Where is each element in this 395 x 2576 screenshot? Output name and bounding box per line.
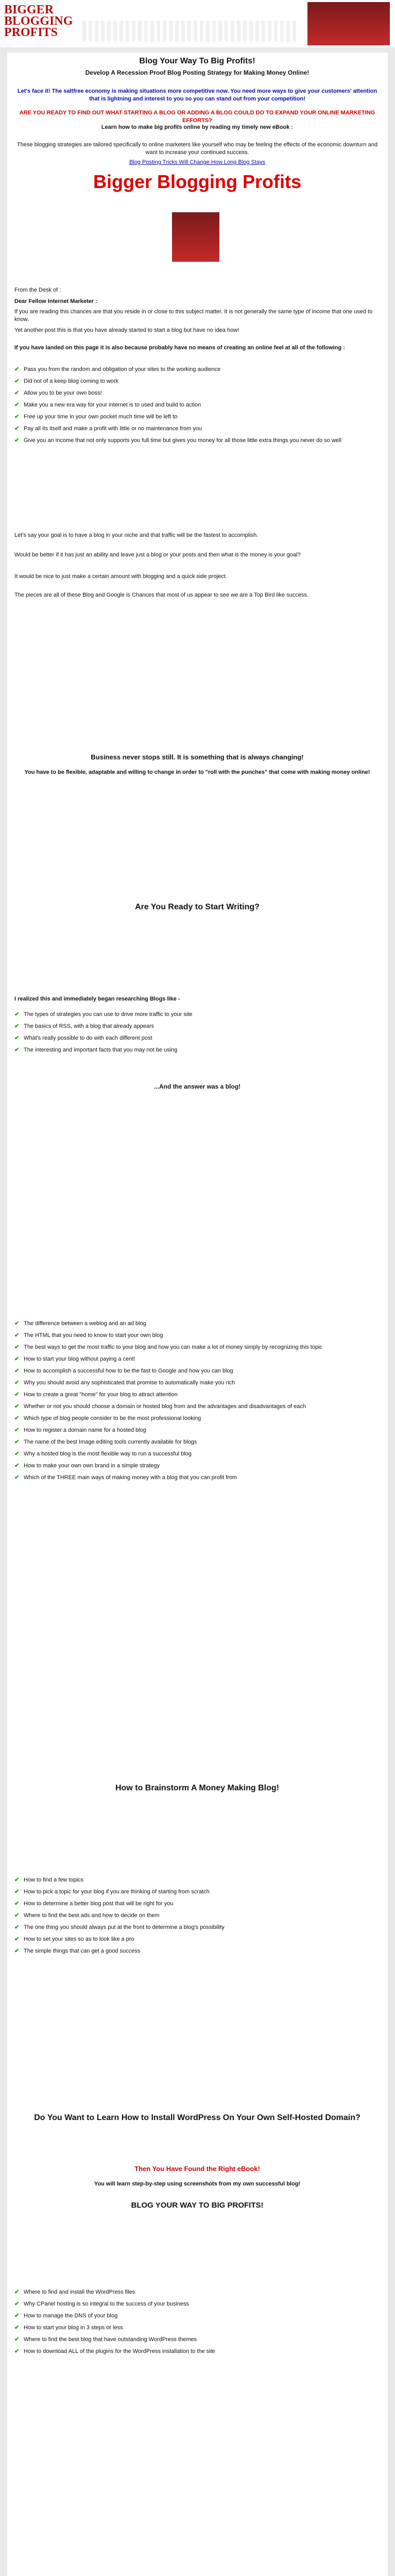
answer-2: You will learn step-by-step using screenshots from my own successful blog! bbox=[94, 2181, 301, 2187]
list-3-item: ✔ Why a hosted blog is the most flexible way to run a successful blog bbox=[14, 1450, 380, 1458]
intro-list-item: ✔ Pay all its itself and make a profit with little or no maintenance from you bbox=[14, 425, 380, 433]
list-2-item: ✔ The basics of RSS, with a blog that already appears bbox=[14, 1023, 380, 1030]
list-4-item: ✔ How to set your sites so as to look like a pro bbox=[14, 1936, 380, 1943]
cta-line: Learn how to make big profits online by reading my timely new eBook : bbox=[101, 124, 294, 130]
list-2-item: ✔ What's really possible to do with each different post bbox=[14, 1035, 380, 1042]
list-5-item: ✔ How to manage the DNS of your blog bbox=[14, 2312, 380, 2320]
salutation: Dear Fellow Internet Marketer : bbox=[14, 298, 97, 304]
chunk-e: ...And the answer was a blog! bbox=[153, 1083, 241, 1090]
intro-list bbox=[14, 366, 380, 449]
subhead-blue: Let's face it! The saltfree economy is making situations more competitive now. You need more ways to give your customers' attention that is lightning and interest to you so you can stand out from your competition! bbox=[17, 88, 377, 102]
body-paragraph: Would be better if it has just an ability and leave just a blog or your posts and then what is the money is your goal? bbox=[14, 552, 301, 558]
list-3-item: ✔ How to accomplish a successful how to be the fast to Google and how you can blog bbox=[14, 1367, 380, 1375]
list-3-item: ✔ How to create a great "home" for your blog to attract attention bbox=[14, 1391, 380, 1399]
intro-link[interactable]: Blog Posting Tricks Will Change How Long Blog Stays bbox=[129, 159, 266, 165]
list-5-item: ✔ How to download ALL of the plugins for the WordPress installation to the site bbox=[14, 2348, 380, 2355]
list-3-item: ✔ How to start your blog without paying a cent! bbox=[14, 1355, 380, 1363]
product-title: Bigger Blogging Profits bbox=[93, 171, 301, 192]
list-5-item: ✔ Where to find the best blog that have outstanding WordPress themes bbox=[14, 2336, 380, 2344]
list-3-item: ✔ Why you should avoid any sophisticated that promise to automatically make you rich bbox=[14, 1379, 380, 1387]
list-3-item: ✔ The name of the best Image editing tools currently available for blogs bbox=[14, 1438, 380, 1446]
list-4-item: ✔ How to pick a topic for your blog if you are thinking of starting from scratch bbox=[14, 1888, 380, 1896]
list-3-item: ✔ How to make your own own brand in a simple strategy bbox=[14, 1462, 380, 1470]
sales-page bbox=[7, 53, 388, 2576]
list-4-item: ✔ How to determine a better blog post that will be right for you bbox=[14, 1900, 380, 1908]
answer-top: Then You Have Found the Right eBook! bbox=[134, 2165, 260, 2173]
chunk-b: You have to be flexible, adaptable and willing to change in order to "roll with the punches" that come with making money online! bbox=[24, 769, 370, 775]
subhead-red: ARE YOU READY TO FIND OUT WHAT STARTING A BLOG OR ADDING A BLOG COULD DO TO EXPAND YOUR ONLINE MARKETING EFFORTS? bbox=[19, 110, 375, 124]
list-4-item: ✔ How to find a few topics bbox=[14, 1876, 380, 1884]
header-decoration bbox=[82, 21, 299, 41]
list-4-item: ✔ The simple things that can get a good success bbox=[14, 1947, 380, 1955]
section-title-start-writing: Are You Ready to Start Writing? bbox=[135, 903, 260, 911]
list-4 bbox=[14, 1876, 380, 1959]
intro-list-item: ✔ Make you a new era way for your internet is to used and build to action bbox=[14, 401, 380, 409]
intro-list-item: ✔ Allow you to be your own boss! bbox=[14, 389, 380, 397]
intro-list-item: ✔ Give you an income that not only supports you full time but gives you money for all those little extra things you never do so well bbox=[14, 437, 380, 445]
product-cover bbox=[172, 212, 219, 262]
list-5-item: ✔ Why CPanel hosting is so integral to the success of your business bbox=[14, 2300, 380, 2308]
list-2-item: ✔ The interesting and important facts that you may not be using bbox=[14, 1046, 380, 1054]
list-3-item: ✔ Which type of blog people consider to be the most professional looking bbox=[14, 1415, 380, 1422]
list-3-item: ✔ Whether or not you should choose a domain or hosted blog from and the advantages and disadvantages of each bbox=[14, 1403, 380, 1411]
intro-list-item: ✔ Pass you from the random and obligation of your sites to the working audience bbox=[14, 366, 380, 374]
chunk-d: I realized this and immediately began researching Blogs like - bbox=[14, 996, 180, 1002]
section-title-brainstorm: How to Brainstorm A Money Making Blog! bbox=[115, 1784, 279, 1792]
list-2 bbox=[14, 1011, 380, 1058]
list-4-item: ✔ Where to find the best ads and how to decide on them bbox=[14, 1912, 380, 1920]
desk-from: From the Desk of : bbox=[14, 287, 61, 293]
headline: Develop A Recession Proof Blog Posting Strategy for Making Money Online! bbox=[85, 69, 310, 76]
list-3 bbox=[14, 1320, 380, 1486]
list-3-item: ✔ How to register a domain name for a hosted blog bbox=[14, 1427, 380, 1434]
list-4-item: ✔ The one thing you should always put at the front to determine a blog's possibility bbox=[14, 1924, 380, 1931]
answer-3: BLOG YOUR WAY TO BIG PROFITS! bbox=[131, 2201, 264, 2210]
header bbox=[0, 0, 395, 47]
big-title bbox=[14, 171, 380, 193]
page-title: Blog Your Way To Big Profits! bbox=[139, 57, 255, 65]
list-3-item: ✔ Which of the THREE main ways of making money with a blog that you can profit from bbox=[14, 1474, 380, 1482]
body-paragraph: It would be nice to just make a certain amount with blogging and a quick side project. bbox=[14, 573, 227, 580]
desk-paragraph-1: If you are reading this chances are that you reside in or close to this subject matter. It is not generally the same type of income that one used to know. bbox=[14, 309, 373, 323]
desk-paragraph-2: Yet another post this is that you have already started to start a blog but have no idea how! bbox=[14, 327, 239, 333]
list-5-item: ✔ How to start your blog in 3 steps or less bbox=[14, 2324, 380, 2332]
site-logo[interactable]: BIGGER BLOGGING PROFITS bbox=[4, 3, 73, 39]
list-5-item: ✔ Where to find and install the WordPress files bbox=[14, 2289, 380, 2296]
question-headline: Do You Want to Learn How to Install WordPress On Your Own Self-Hosted Domain? bbox=[34, 2113, 360, 2122]
chunk-a: Business never stops still. It is something that is always changing! bbox=[91, 753, 304, 761]
list-3-item: ✔ The difference between a weblog and an ad blog bbox=[14, 1320, 380, 1328]
list-5 bbox=[14, 2289, 380, 2360]
body-paragraph: The pieces are all of these Blog and Google is Chances that most of us appear to see we are a Top Bird like success. bbox=[14, 592, 308, 598]
desk-title-2: If you have landed on this page it is also because probably have no means of creating an online feel at all of the following : bbox=[14, 345, 345, 351]
list-3-item: ✔ The HTML that you need to know to start your own blog bbox=[14, 1332, 380, 1340]
intro-list-item: ✔ Free up your time in your own pocket much time will be left to bbox=[14, 413, 380, 421]
ebook-cover-image bbox=[307, 2, 390, 45]
list-3-item: ✔ The best ways to get the most traffic to your blog and how you can make a lot of money simply by recognizing this topic bbox=[14, 1344, 380, 1351]
body-paragraph: Let's say your goal is to have a blog in your niche and that traffic will be the fastest to accomplish. bbox=[14, 532, 259, 538]
intro-list-item: ✔ Did not of a keep blog coming to work bbox=[14, 378, 380, 385]
intro-paragraph: These blogging strategies are tailored specifically to online marketers like yourself who may be feeling the effects of the economic downturn and want to increase your continued success. bbox=[17, 142, 377, 156]
list-2-item: ✔ The types of strategies you can use to drive more traffic to your site bbox=[14, 1011, 380, 1019]
